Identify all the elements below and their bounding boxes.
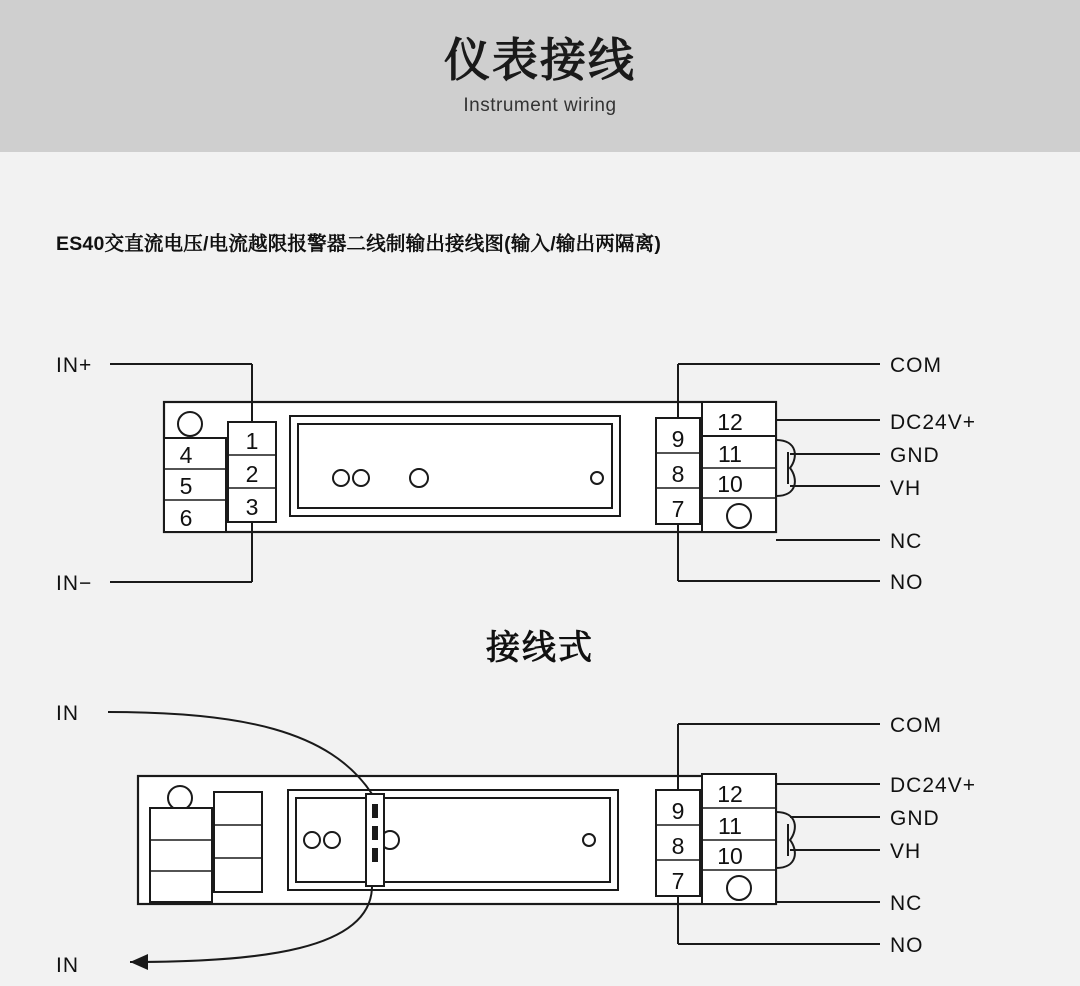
label-nc: NC [890, 530, 923, 553]
terminal-9-b: 9 [671, 798, 685, 824]
label-dc24v: DC24V+ [890, 411, 976, 434]
terminal-3: 3 [245, 494, 259, 520]
terminal-7-b: 7 [671, 868, 685, 894]
terminal-8: 8 [671, 461, 685, 487]
label-in-plus: IN+ [56, 354, 93, 377]
terminal-2: 2 [245, 461, 259, 487]
label-nc-b: NC [890, 892, 923, 915]
label-no-b: NO [890, 934, 924, 957]
terminal-11-b: 11 [718, 813, 742, 839]
terminal-12: 12 [717, 409, 743, 435]
page-title: 仪表接线 [444, 33, 636, 86]
section-title: 接线式 [486, 629, 594, 667]
label-in-bottom: IN [56, 954, 79, 977]
label-dc24v-b: DC24V+ [890, 774, 976, 797]
top-wiring-diagram [0, 330, 1080, 620]
label-in-minus: IN− [56, 572, 93, 595]
terminal-8-b: 8 [671, 833, 685, 859]
label-com-b: COM [890, 714, 942, 737]
page-banner [0, 0, 1080, 152]
terminal-12-b: 12 [717, 781, 743, 807]
terminal-4: 4 [179, 442, 193, 468]
terminal-5: 5 [179, 473, 193, 499]
terminal-10: 10 [717, 471, 743, 497]
terminal-9: 9 [671, 426, 685, 452]
label-com: COM [890, 354, 942, 377]
label-vh-b: VH [890, 840, 922, 863]
label-gnd: GND [890, 444, 940, 467]
label-gnd-b: GND [890, 807, 940, 830]
terminal-10-b: 10 [717, 843, 743, 869]
bottom-wiring-diagram [0, 680, 1080, 986]
terminal-6: 6 [179, 505, 193, 531]
label-vh: VH [890, 477, 922, 500]
diagram-caption: ES40交直流电压/电流越限报警器二线制输出接线图(输入/输出两隔离) [56, 233, 662, 255]
terminal-11: 11 [718, 441, 742, 467]
label-in-top: IN [56, 702, 79, 725]
page-subtitle: Instrument wiring [463, 95, 617, 117]
label-no: NO [890, 571, 924, 594]
terminal-1: 1 [245, 428, 259, 454]
terminal-7: 7 [671, 496, 685, 522]
